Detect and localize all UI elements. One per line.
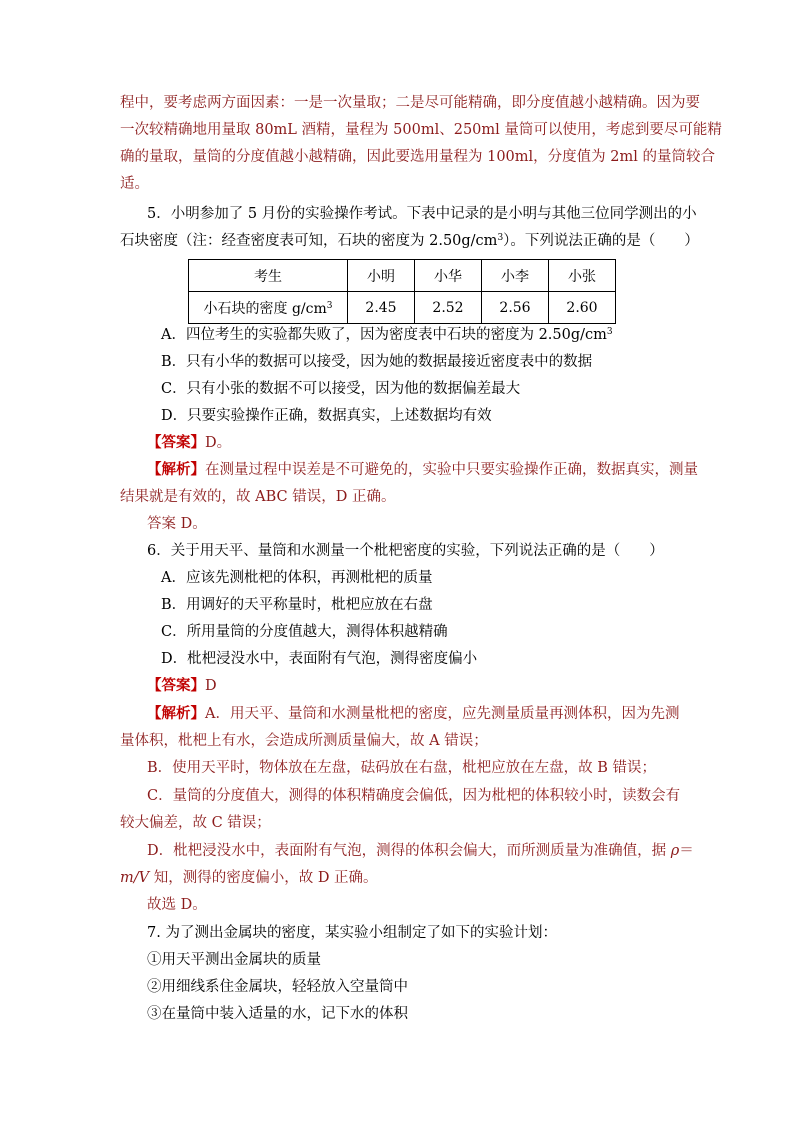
table-row xyxy=(189,260,616,292)
table-value-cell: 2.60 xyxy=(549,292,616,324)
q5-option-b: B．只有小华的数据可以接受，因为她的数据最接近密度表中的数据 xyxy=(161,354,593,370)
q6-analysis-a1: 【解析】A．用天平、量筒和水测量枇杷的密度，应先测量质量再测体积，因为先测 xyxy=(147,705,680,722)
q7-stem: 7. 为了测出金属块的密度，某实验小组制定了如下的实验计划： xyxy=(147,925,557,941)
q5-stem-1: 5．小明参加了 5 月份的实验操作考试。下表中记录的是小明与其他三位同学测出的小 xyxy=(147,206,697,222)
q5-answer: 【答案】D。 xyxy=(147,434,232,451)
q6-analysis-d2: m/V 知，测得的密度偏小，故 D 正确。 xyxy=(120,870,378,886)
q6-stem: 6．关于用天平、量筒和水测量一个枇杷密度的实验，下列说法正确的是（ ） xyxy=(147,543,664,559)
q6-option-d: D．枇杷浸没水中，表面附有气泡，测得密度偏小 xyxy=(161,651,478,667)
table-row xyxy=(189,292,616,324)
q5-option-c: C．只有小张的数据不可以接受，因为他的数据偏差最大 xyxy=(161,381,521,397)
q7-step-1: ①用天平测出金属块的质量 xyxy=(147,952,321,968)
table-value-cell: 2.56 xyxy=(482,292,549,324)
table-row-label: 小石块的密度 $g/cm^3$ xyxy=(189,292,348,324)
q6-answer: 【答案】D xyxy=(147,677,217,694)
q6-option-b: B．用调好的天平称量时，枇杷应放在右盘 xyxy=(161,597,433,613)
q5-analysis-1: 【解析】在测量过程中误差是不可避免的，实验中只要实验操作正确，数据真实，测量 xyxy=(147,461,698,478)
q6-option-c: C．所用量筒的分度值越大，测得体积越精确 xyxy=(161,624,448,640)
intro-line-2: 一次较精确地用量取 80mL 酒精，量程为 500ml、250ml 量筒可以使用，考虑到要尽可能精 xyxy=(120,122,722,138)
q6-analysis-c2: 较大偏差，故 C 错误； xyxy=(120,815,271,831)
table-name-cell: 小明 xyxy=(348,260,415,292)
q6-analysis-b: B．使用天平时，物体放在左盘，砝码放在右盘，枇杷应放在左盘，故 B 错误； xyxy=(147,760,657,776)
table-name-cell: 小华 xyxy=(415,260,482,292)
q6-analysis-d1: D．枇杷浸没水中，表面附有气泡，测得的体积会偏大，而所测质量为准确值，据 ρ＝ xyxy=(147,843,694,859)
table-name-cell: 小李 xyxy=(482,260,549,292)
q6-final-answer: 故选 D。 xyxy=(147,897,207,913)
density-table xyxy=(188,259,616,324)
table-value-cell: 2.52 xyxy=(415,292,482,324)
q6-analysis-c1: C．量筒的分度值大，测得的体积精确度会偏低，因为枇杷的体积较小时，读数会有 xyxy=(147,788,681,804)
intro-line-1: 程中，要考虑两方面因素：一是一次量取；二是尽可能精确，即分度值越小越精确。因为要 xyxy=(120,95,700,111)
q6-option-a: A．应该先测枇杷的体积，再测枇杷的质量 xyxy=(161,570,433,586)
q7-step-2: ②用细线系住金属块，轻轻放入空量筒中 xyxy=(147,979,408,995)
intro-line-3: 确的量取，量筒的分度值越小越精确，因此要选用量程为 100ml，分度值为 2ml 的量筒较合 xyxy=(120,149,715,165)
table-value-cell: 2.45 xyxy=(348,292,415,324)
intro-line-4: 适。 xyxy=(120,176,149,192)
q5-final-answer: 答案 D。 xyxy=(147,516,207,532)
table-header-label: 考生 xyxy=(189,260,348,292)
table-name-cell: 小张 xyxy=(549,260,616,292)
q6-analysis-a2: 量体积，枇杷上有水，会造成所测质量偏大，故 A 错误； xyxy=(120,733,488,749)
q5-option-a: A．四位考生的实验都失败了，因为密度表中石块的密度为 $2.50g/cm^3$ xyxy=(161,327,613,343)
q5-analysis-2: 结果就是有效的，故 ABC 错误，D 正确。 xyxy=(120,489,396,505)
q7-step-3: ③在量筒中装入适量的水，记下水的体积 xyxy=(147,1006,408,1022)
q5-option-d: D．只要实验操作正确，数据真实，上述数据均有效 xyxy=(161,408,492,424)
q5-stem-2: 石块密度（注：经查密度表可知，石块的密度为 $2.50g/cm^3$）。下列说法正确的是（ ） xyxy=(120,233,699,249)
